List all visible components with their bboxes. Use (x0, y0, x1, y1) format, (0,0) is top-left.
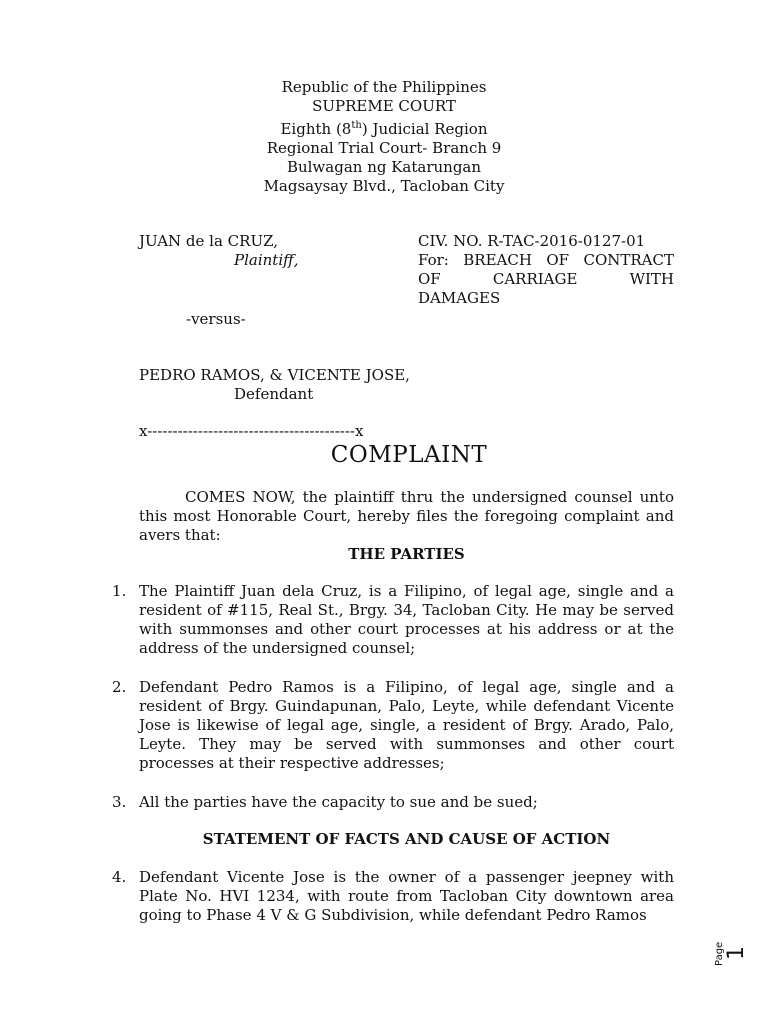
item-text: Defendant Pedro Ramos is a Filipino, of legal age, single and a resident of Brgy. Guindapunan, Palo, Leyte, while defendant Vicente Jose is likewise of legal age, single, a resident of Brgy. Arado, Palo, Leyte. They may be served with summonses and other court processes at their respective addresses; (139, 678, 674, 772)
list-item (112, 678, 674, 773)
plaintiff-role: Plaintiff, (234, 251, 299, 269)
header-region (0, 116, 768, 139)
plaintiff-name: JUAN de la CRUZ, (139, 232, 279, 250)
item-number: 2. (112, 678, 127, 696)
section-heading-facts: STATEMENT OF FACTS AND CAUSE OF ACTION (202, 830, 611, 848)
item-text: The Plaintiff Juan dela Cruz, is a Filipino, of legal age, single and a resident of #115, Real St., Brgy. 34, Tacloban City. He may be served with summonses and other court processes at his address or at the address of the undersigned counsel; (139, 582, 674, 657)
case-info-block (418, 232, 674, 308)
header-address: Magsaysay Blvd., Tacloban City (263, 177, 505, 195)
header-region-sup: th (351, 120, 362, 131)
list-item (112, 793, 674, 812)
item-text: All the parties have the capacity to sue and be sued; (139, 793, 538, 811)
defendant-block (139, 366, 459, 404)
item-number: 1. (112, 582, 127, 600)
header-republic: Republic of the Philippines (281, 78, 487, 96)
case-nature-line3: DAMAGES (418, 289, 501, 307)
plaintiff-block (139, 232, 389, 270)
page-number: 1 (724, 946, 749, 960)
item-number: 3. (112, 793, 127, 811)
defendant-names: PEDRO RAMOS, & VICENTE JOSE, (139, 366, 410, 384)
versus-label: -versus- (186, 310, 246, 328)
court-header (0, 78, 768, 196)
item-text: Defendant Vicente Jose is the owner of a passenger jeepney with Plate No. HVI 1234, with route from Tacloban City downtown area going to Phase 4 V & G Subdivision, while defendant Pedro Ramos (139, 868, 674, 924)
case-nature-line1: For: BREACH OF CONTRACT (418, 251, 674, 269)
page-word: Page (714, 941, 725, 966)
defendant-role: Defendant (234, 385, 314, 403)
list-item (112, 868, 674, 925)
header-region-post: ) Judicial Region (361, 120, 488, 138)
header-court: SUPREME COURT (312, 97, 456, 115)
intro-text: COMES NOW, the plaintiff thru the undersigned counsel unto this most Honorable Court, hereby files the foregoing complaint and avers that: (139, 488, 674, 544)
section-heading-parties: THE PARTIES (348, 545, 465, 563)
header-hall: Bulwagan ng Katarungan (286, 158, 482, 176)
case-nature-line2: OF CARRIAGE WITH (418, 270, 674, 288)
header-branch: Regional Trial Court- Branch 9 (266, 139, 502, 157)
list-item (112, 582, 674, 658)
intro-paragraph (139, 488, 674, 545)
header-region-pre: Eighth (8 (280, 120, 352, 138)
document-title: COMPLAINT (330, 442, 488, 468)
caption-divider: x-----------------------------------------x (139, 422, 364, 440)
page-number-label (712, 936, 749, 976)
item-number: 4. (112, 868, 127, 886)
case-number: CIV. NO. R-TAC-2016-0127-01 (418, 232, 646, 250)
